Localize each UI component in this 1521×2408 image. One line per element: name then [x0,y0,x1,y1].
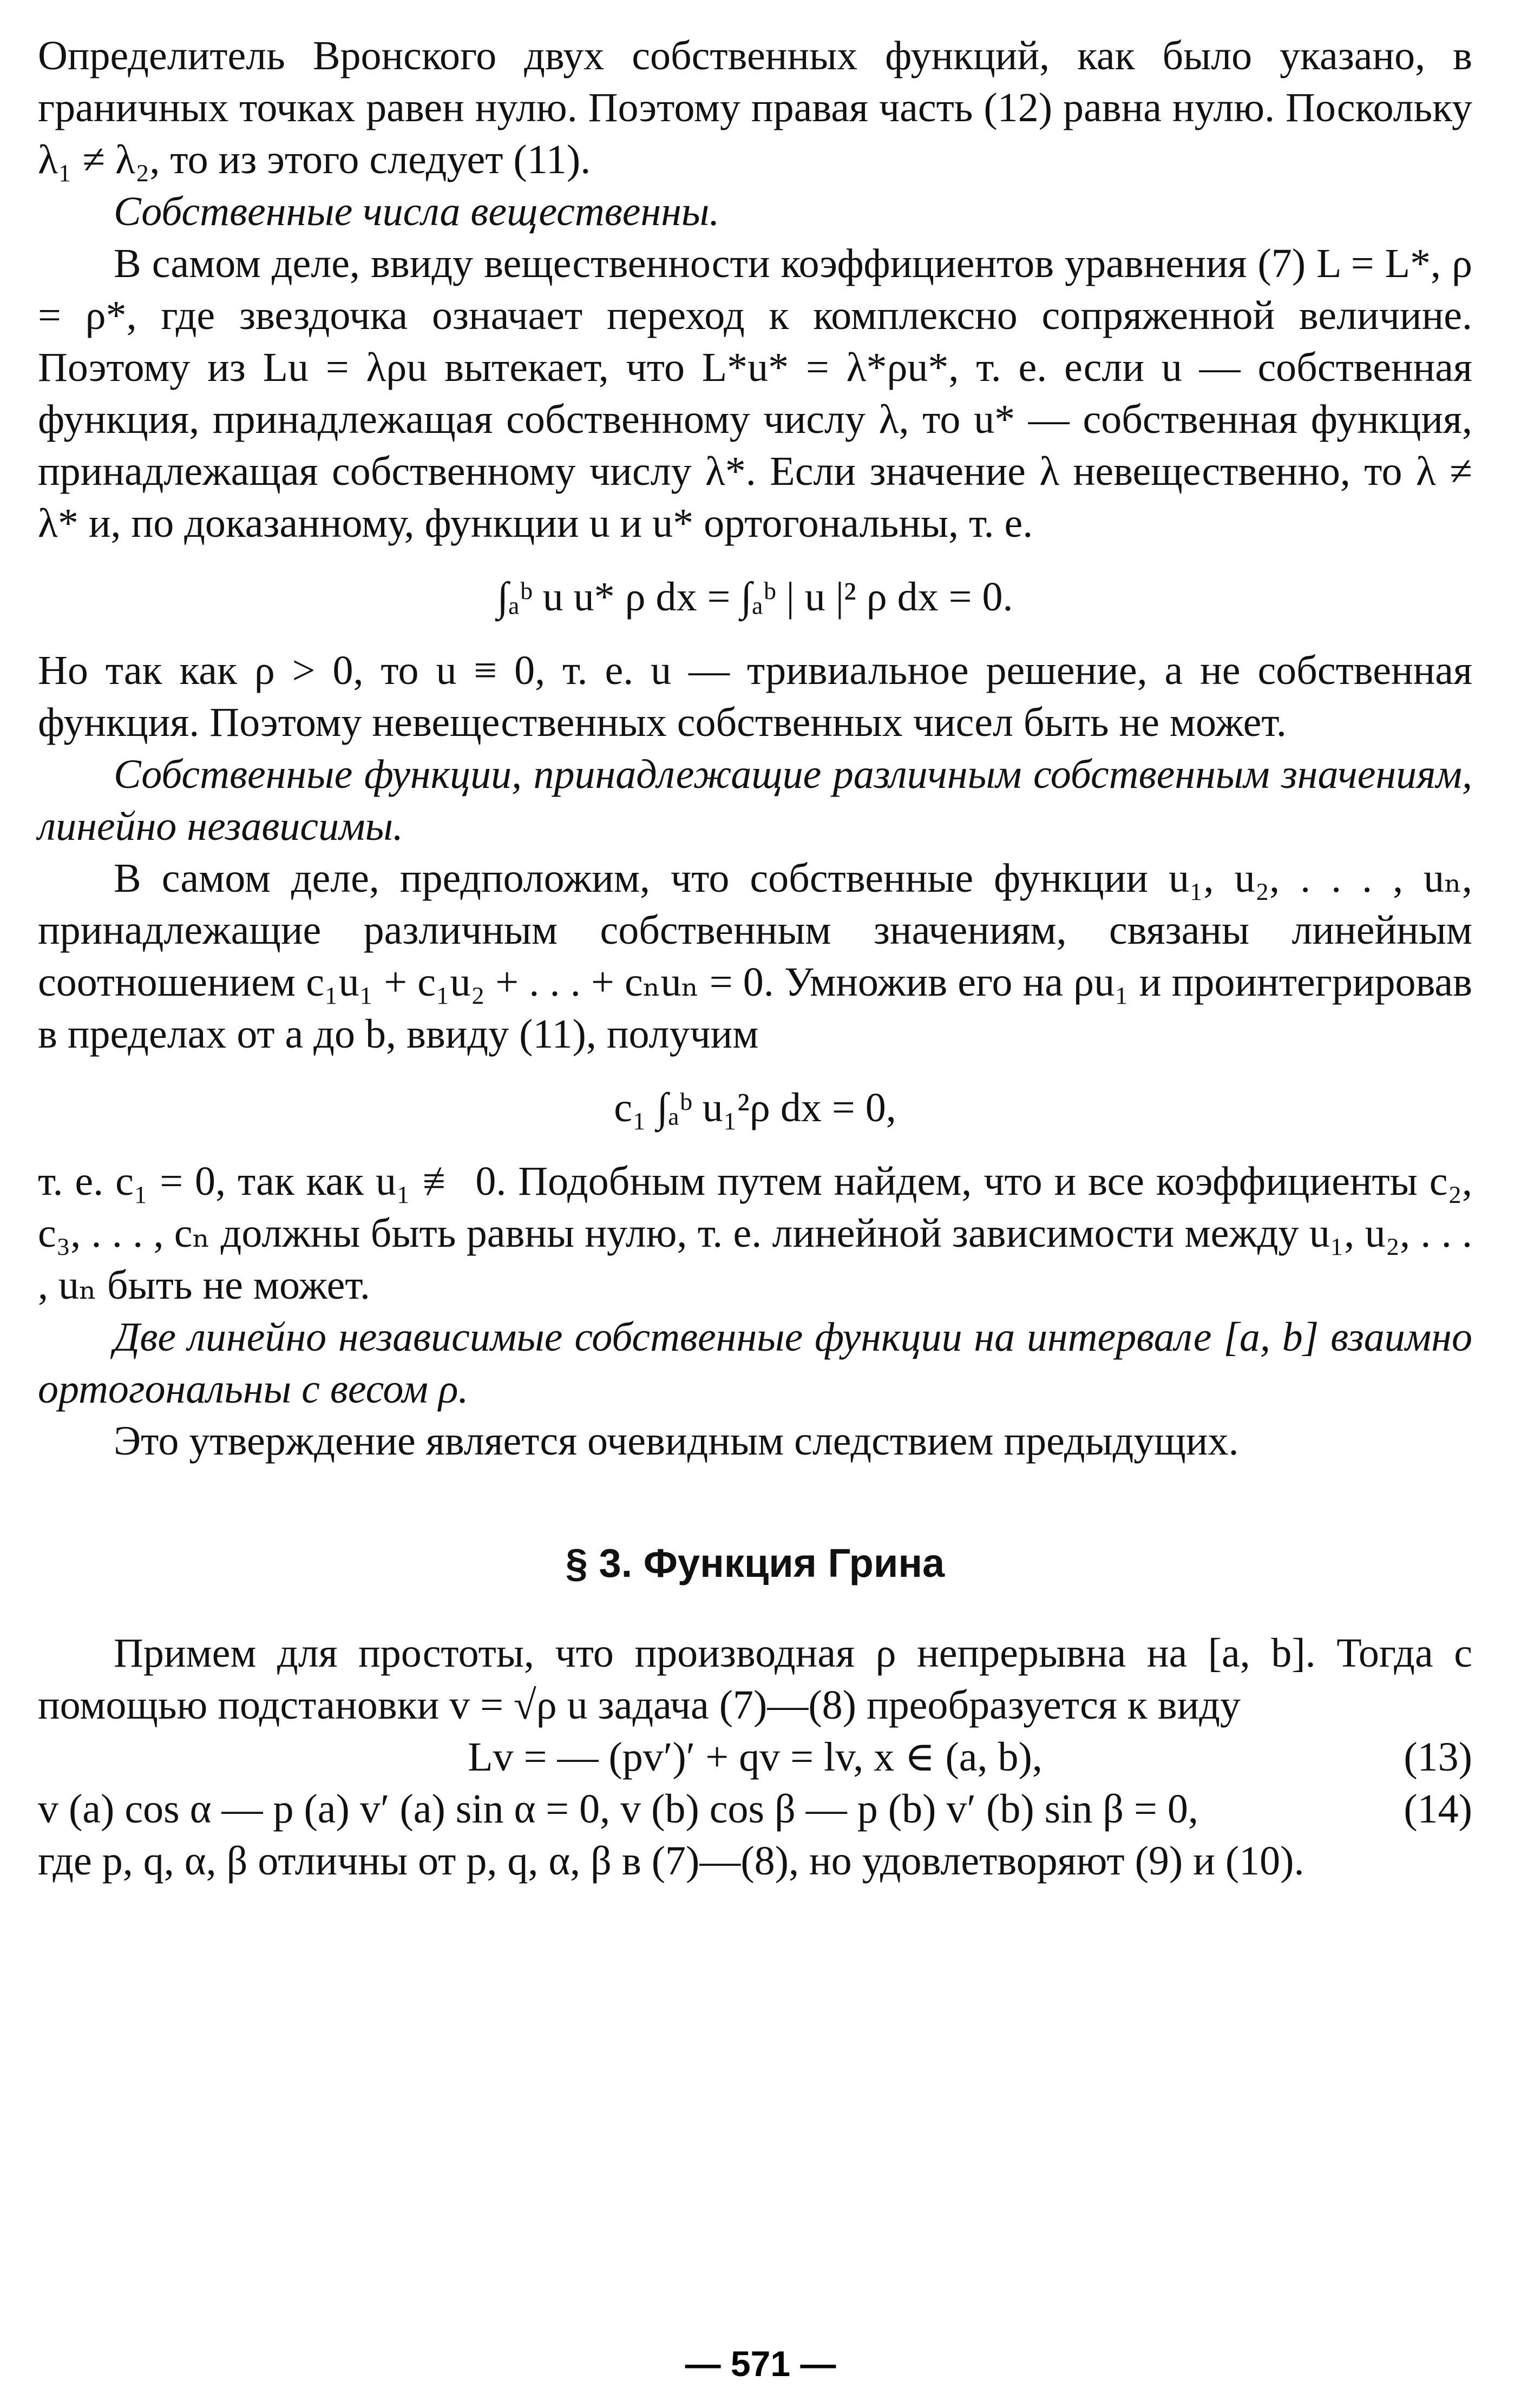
page-number: — 571 — [685,2344,836,2384]
theorem-real-eigenvalues: Собственные числа вещественны. [114,189,720,234]
equation-13-row [38,1731,1472,1783]
equation-c1-integral: c₁ ∫ₐᵇ u₁²ρ dx = 0, [614,1085,896,1130]
equation-14: v (a) cos α — p (a) v′ (a) sin α = 0, v (b) cos β — p (b) v′ (b) sin β = 0, [38,1786,1198,1832]
paragraph-coefficients-zero: т. е. c₁ = 0, так как u₁ ≢ 0. Подобным путем найдем, что и все коэффициенты c₂, c₃, . . . , cₙ должны быть равны нулю, т. е. линейной зависимости между u₁, u₂, . . . , uₙ быть не может. [38,1159,1472,1308]
paragraph-proof-real: В самом деле, ввиду вещественности коэффициентов уравнения (7) L = L*, ρ = ρ*, где звездочка означает переход к комплексно сопряженной величине. Поэтому из Lu = λρu вытекает, что L*u* = λ*ρu*, т. е. если u — собственная функция, принадлежащая собственному числу λ, то u* — собственная функция, принадлежащая собственному числу λ*. Если значение λ невещественно, то λ ≠ λ* и, по доказанному, функции u и u* ортогональны, т. е. [38,241,1472,546]
equation-14-row [38,1783,1472,1835]
page-body [38,30,1472,1887]
equation-orthogonality: ∫ₐᵇ u u* ρ dx = ∫ₐᵇ | u |² ρ dx = 0. [497,574,1013,620]
theorem-linear-independence: Собственные функции, принадлежащие различным собственным значениям, линейно независимы. [38,752,1472,849]
section-heading: § 3. Функция Грина [565,1541,945,1585]
paragraph-substitution: Примем для простоты, что производная ρ непрерывна на [a, b]. Тогда с помощью подстановки v = √ρ u задача (7)—(8) преобразуется к виду [38,1630,1472,1728]
paragraph-conditions: где p, q, α, β отличны от p, q, α, β в (7)—(8), но удовлетворяют (9) и (10). [38,1838,1304,1884]
equation-14-number: (14) [1404,1786,1472,1832]
theorem-orthogonal-weight: Две линейно независимые собственные функции на интервале [a, b] взаимно ортогональны с весом ρ. [38,1314,1472,1412]
paragraph-trivial-solution: Но так как ρ > 0, то u ≡ 0, т. е. u — тривиальное решение, а не собственная функция. Поэтому невещественных собственных чисел быть не может. [38,648,1472,745]
paragraph-proof-independence: В самом деле, предположим, что собственные функции u₁, u₂, . . . , uₙ, принадлежащие различным собственным значениям, связаны линейным соотношением c₁u₁ + c₁u₂ + . . . + cₙuₙ = 0. Умножив его на ρu₁ и проинтегрировав в пределах от a до b, ввиду (11), получим [38,856,1472,1057]
equation-13-number: (13) [1404,1734,1472,1780]
paragraph-corollary: Это утверждение является очевидным следствием предыдущих. [114,1418,1239,1464]
paragraph-wronskian: Определитель Вронского двух собственных функций, как было указано, в граничных точках равен нулю. Поэтому правая часть (12) равна нулю. Поскольку λ₁ ≠ λ₂, то из этого следует (11). [38,33,1472,182]
equation-13: Lv = — (pv′)′ + qv = lv, x ∈ (a, b), [468,1734,1043,1780]
